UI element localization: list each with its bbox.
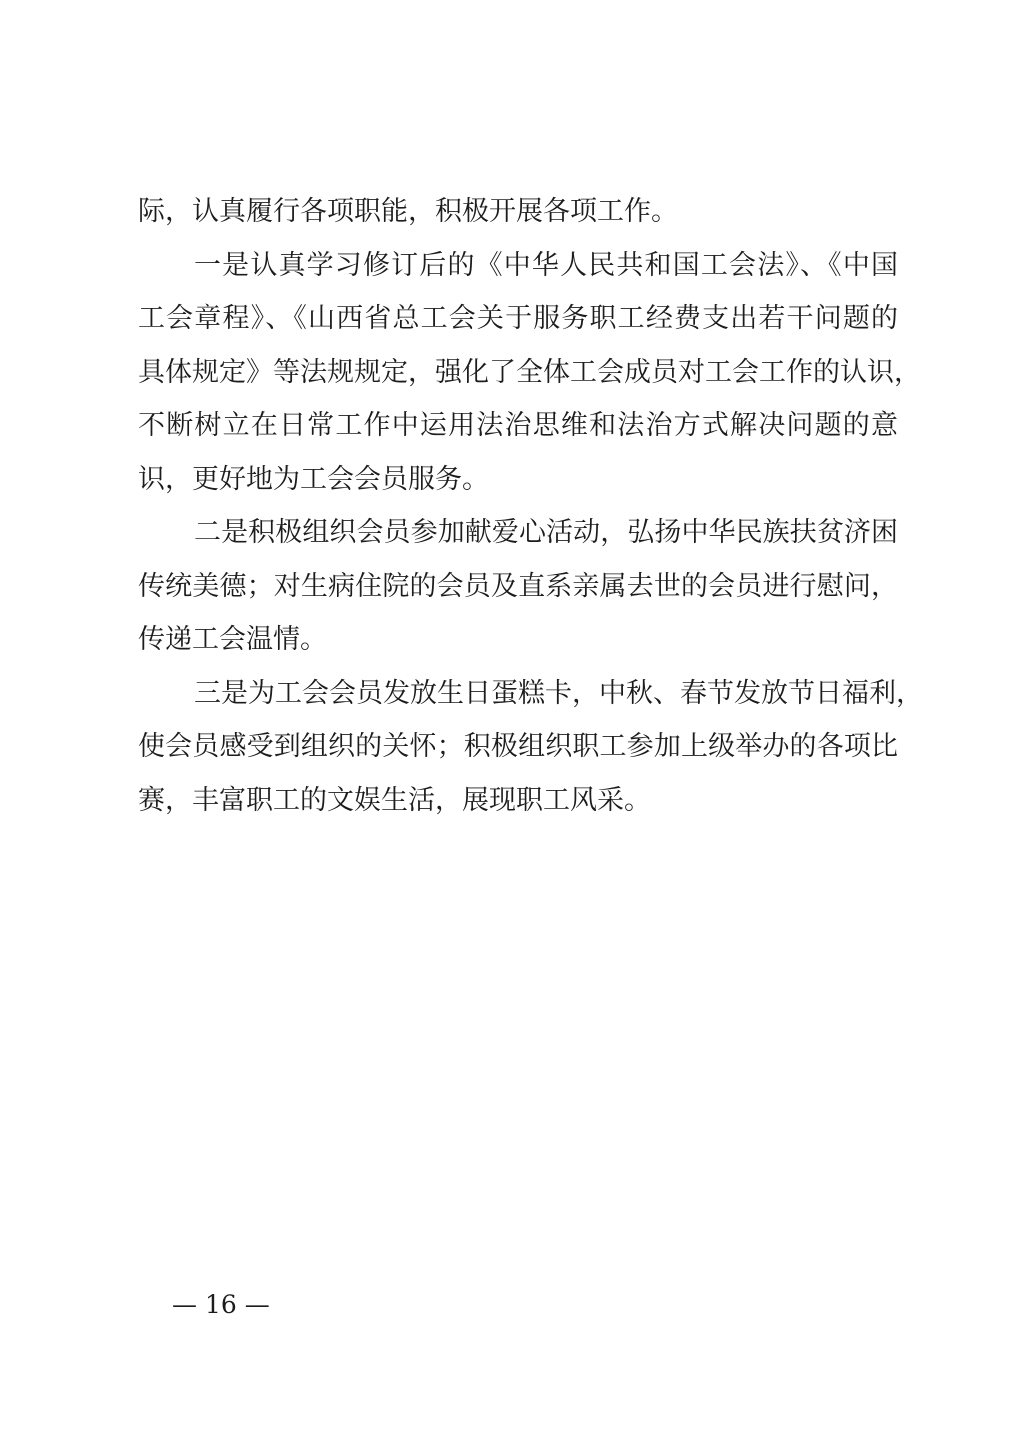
text-line: 际，认真履行各项职能，积极开展各项工作。 [138,196,678,227]
text-line: 一是认真学习修订后的《中华人民共和国工会法》、《中国 [194,249,898,281]
text-line: 具体规定》等法规规定，强化了全体工会成员对工会工作的认识， [138,356,921,388]
text-line: 传统美德；对生病住院的会员及直系亲属去世的会员进行慰问， [138,570,898,602]
text-line: 使会员感受到组织的关怀；积极组织职工参加上级举办的各项比 [138,731,898,762]
text-line: 二是积极组织会员参加献爱心活动，弘扬中华民族扶贫济困 [194,517,898,548]
text-line: 识，更好地为工会会员服务。 [138,463,489,495]
page-number: — 16 — [172,1290,270,1319]
body-text [138,185,923,827]
text-line: 不断树立在日常工作中运用法治思维和法治方式解决问题的意 [138,410,898,441]
text-line: 传递工会温情。 [138,624,327,655]
text-line: 赛，丰富职工的文娱生活，展现职工风采。 [138,784,651,816]
text-line: 三是为工会会员发放生日蛋糕卡，中秋、春节发放节日福利， [194,677,923,709]
text-line: 工会章程》、《山西省总工会关于服务职工经费支出若干问题的 [138,303,898,334]
